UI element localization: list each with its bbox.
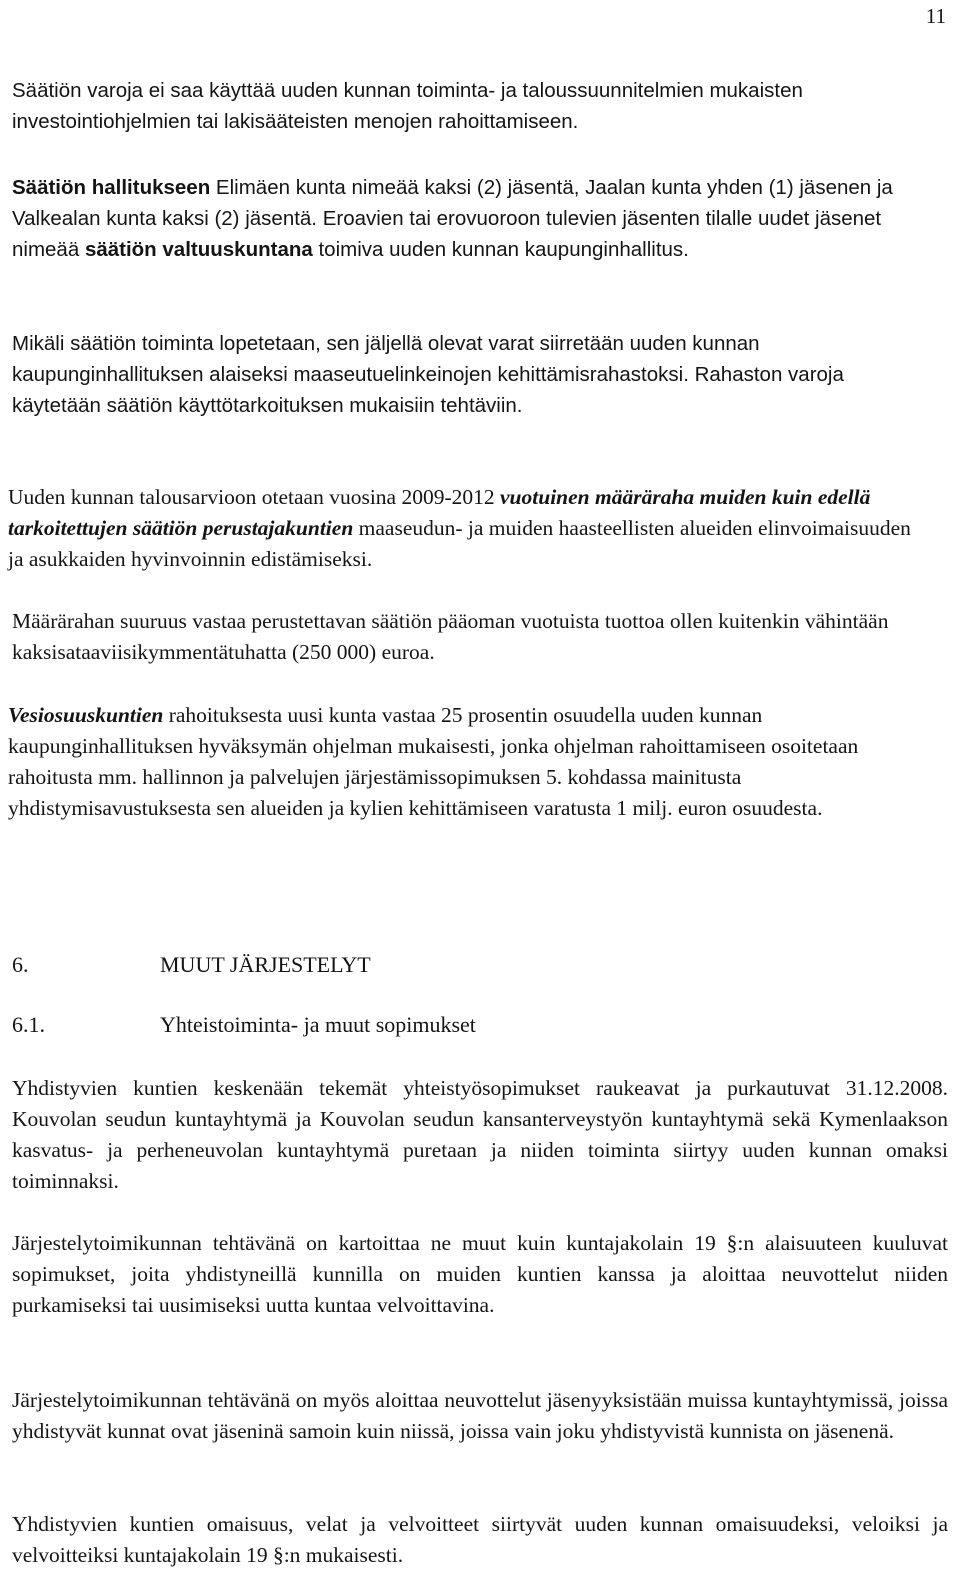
- subsection-title: Yhteistoiminta- ja muut sopimukset: [160, 1012, 476, 1037]
- section-heading: [12, 950, 371, 980]
- bold-italic-phrase: Vesiosuuskuntien: [8, 703, 164, 727]
- paragraph-foundation-funds: [12, 75, 842, 137]
- paragraph-text: Yhdistyvien kuntien omaisuus, velat ja velvoitteet siirtyvät uuden kunnan omaisuudeksi, veloiksi ja velvoitteiksi kuntajakolain 19 §:n mukaisesti.: [12, 1512, 948, 1567]
- section-number: 6.: [12, 952, 29, 977]
- paragraph-annual-appropriation: [8, 482, 928, 575]
- paragraph-text: Yhdistyvien kuntien keskenään tekemät yhteistyösopimukset raukeavat ja purkautuvat 31.12.2008. Kouvolan seudun kuntayhtymä ja Kouvolan seudun kansanterveystyön kuntayhtymä sekä Kymenlaakson kasvatus- ja perheneuvolan kuntayhtymä puretaan ja niiden toiminta siirtyy uuden kunnan omaksi toiminnaksi.: [12, 1076, 948, 1193]
- page-number: 11: [925, 4, 946, 28]
- paragraph-text: Mikäli säätiön toiminta lopetetaan, sen jäljellä olevat varat siirretään uuden kunnan kaupunginhallituksen alaiseksi maaseutuelinkeinojen kehittämisrahastoksi. Rahaston varoja käytetään säätiön käyttötarkoituksen mukaisiin tehtäviin.: [12, 332, 844, 417]
- paragraph-text: Järjestelytoimikunnan tehtävänä on kartoittaa ne muut kuin kuntajakolain 19 §:n alaisuuteen kuuluvat sopimukset, joita yhdistyneillä kunnilla on muiden kuntien kanssa ja aloittaa neuvottelut niiden purkamiseksi tai uusimiseksi uutta kuntaa velvoittavina.: [12, 1231, 948, 1317]
- paragraph-cooperation-agreements: [12, 1073, 948, 1197]
- paragraph-organizing-committee-agreements: [12, 1228, 948, 1321]
- paragraph-water-cooperatives: [8, 700, 888, 824]
- subsection-number: 6.1.: [12, 1012, 45, 1037]
- paragraph-foundation-dissolution: [12, 328, 917, 421]
- bold-phrase: Säätiön hallitukseen: [12, 176, 211, 199]
- subsection-heading: [12, 1010, 476, 1040]
- paragraph-text: Määrärahan suuruus vastaa perustettavan säätiön pääoman vuotuista tuottoa ollen kuitenkin vähintään kaksisataaviisikymmentätuhatta (250 000) euroa.: [12, 609, 889, 664]
- paragraph-foundation-board: [12, 172, 942, 265]
- bold-italic-phrase: vuotuinen määräraha muiden kuin edellä tarkoitettujen säätiön perustajakuntien: [8, 485, 871, 540]
- bold-phrase: säätiön valtuuskuntana: [84, 238, 313, 261]
- section-title: MUUT JÄRJESTELYT: [160, 952, 371, 977]
- paragraph-text: Elimäen kunta nimeää kaksi (2) jäsentä, Jaalan kunta yhden (1) jäsenen ja Valkealan kunta kaksi (2) jäsentä. Eroavien tai erovuoroon tulevien jäsenten tilalle uudet jäsenet nimeää: [12, 176, 893, 261]
- paragraph-text: Järjestelytoimikunnan tehtävänä on myös aloittaa neuvottelut jäsenyyksistään muissa kuntayhtymissä, joissa yhdistyvät kunnat ovat jäseninä samoin kuin niissä, joissa vain joku yhdistyvistä kunnista on jäsenenä.: [12, 1388, 948, 1443]
- paragraph-text: Uuden kunnan talousarvioon otetaan vuosina 2009-2012: [8, 485, 501, 509]
- paragraph-organizing-committee-memberships: [12, 1385, 948, 1447]
- paragraph-assets-transfer: [12, 1509, 948, 1571]
- paragraph-text: Säätiön varoja ei saa käyttää uuden kunnan toiminta- ja taloussuunnitelmien mukaisten investointiohjelmien tai lakisääteisten menojen rahoittamiseen.: [12, 79, 803, 133]
- paragraph-text: rahoituksesta uusi kunta vastaa 25 prosentin osuudella uuden kunnan kaupunginhallituksen hyväksymän ohjelman mukaisesti, jonka ohjelman rahoittamiseen osoitetaan rahoitusta mm. hallinnon ja palvelujen järjestämissopimuksen 5. kohdassa mainitusta yhdistymisavustuksesta sen alueiden ja kylien kehittämiseen varatusta 1 milj. euron osuudesta.: [8, 703, 859, 820]
- paragraph-text: maaseudun- ja muiden haasteellisten alueiden elinvoimaisuuden ja asukkaiden hyvinvoinnin edistämiseksi.: [8, 516, 911, 571]
- paragraph-appropriation-amount: [12, 606, 912, 668]
- paragraph-text: toimiva uuden kunnan kaupunginhallitus.: [312, 238, 689, 261]
